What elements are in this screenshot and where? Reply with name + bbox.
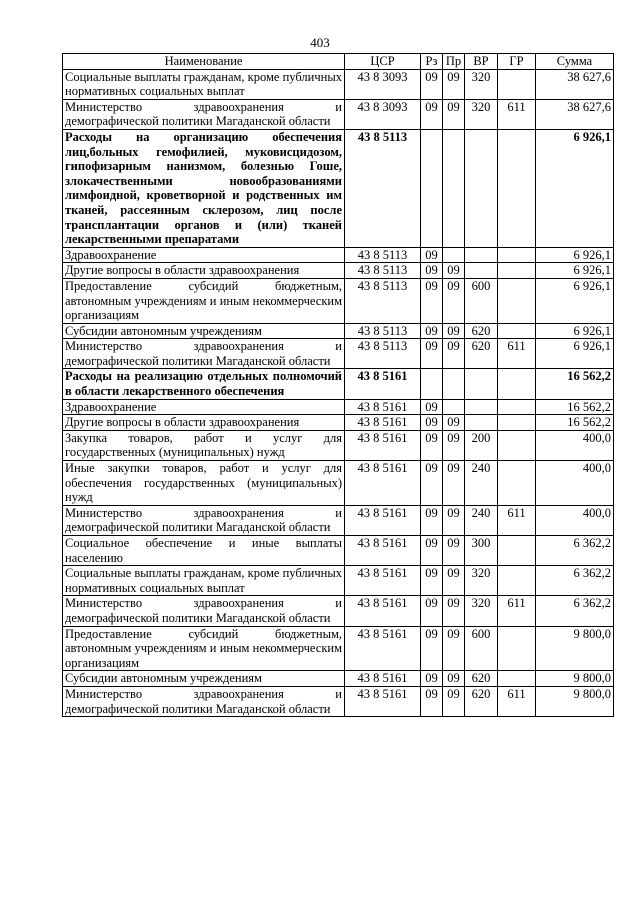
row-name-cell: Социальные выплаты гражданам, кроме публичных нормативных социальных выплат: [63, 566, 345, 596]
row-rz-cell: 09: [421, 263, 443, 279]
row-name-cell: Субсидии автономным учреждениям: [63, 671, 345, 687]
row-gr-cell: 611: [498, 686, 536, 716]
row-rz-cell: 09: [421, 99, 443, 129]
row-rz-cell: 09: [421, 399, 443, 415]
row-vr-cell: 320: [465, 69, 498, 99]
row-gr-cell: [498, 399, 536, 415]
row-rz-cell: 09: [421, 671, 443, 687]
row-csr-cell: 43 8 5161: [345, 430, 421, 460]
row-rz-cell: 09: [421, 339, 443, 369]
row-vr-cell: [465, 369, 498, 399]
row-rz-cell: 09: [421, 278, 443, 323]
row-vr-cell: 320: [465, 596, 498, 626]
row-csr-cell: 43 8 5113: [345, 263, 421, 279]
row-vr-cell: [465, 415, 498, 431]
row-pr-cell: 09: [443, 278, 465, 323]
row-vr-cell: [465, 247, 498, 263]
table-row: [63, 430, 614, 460]
row-vr-cell: 620: [465, 323, 498, 339]
row-pr-cell: 09: [443, 461, 465, 506]
row-sum-cell: 16 562,2: [536, 399, 614, 415]
row-gr-cell: [498, 369, 536, 399]
row-name-cell: Закупка товаров, работ и услуг для государственных (муниципальных) нужд: [63, 430, 345, 460]
row-vr-cell: [465, 263, 498, 279]
row-pr-cell: [443, 399, 465, 415]
column-header-gr: ГР: [498, 54, 536, 70]
row-sum-cell: 400,0: [536, 505, 614, 535]
page-number: 403: [310, 35, 330, 50]
row-csr-cell: 43 8 5161: [345, 671, 421, 687]
row-csr-cell: 43 8 5161: [345, 399, 421, 415]
row-vr-cell: 320: [465, 566, 498, 596]
row-vr-cell: 240: [465, 461, 498, 506]
table-body: [63, 69, 614, 717]
row-pr-cell: 09: [443, 430, 465, 460]
row-sum-cell: 6 926,1: [536, 339, 614, 369]
row-vr-cell: 620: [465, 686, 498, 716]
row-name-cell: Иные закупки товаров, работ и услуг для обеспечения государственных (муниципальных) нужд: [63, 461, 345, 506]
row-gr-cell: [498, 69, 536, 99]
row-csr-cell: 43 8 5113: [345, 247, 421, 263]
row-pr-cell: 09: [443, 415, 465, 431]
row-gr-cell: [498, 671, 536, 687]
row-gr-cell: [498, 415, 536, 431]
row-rz-cell: 09: [421, 686, 443, 716]
row-csr-cell: 43 8 5161: [345, 536, 421, 566]
table-row: [63, 461, 614, 506]
row-rz-cell: 09: [421, 323, 443, 339]
row-rz-cell: 09: [421, 596, 443, 626]
row-csr-cell: 43 8 3093: [345, 69, 421, 99]
table-row: [63, 278, 614, 323]
row-sum-cell: 9 800,0: [536, 626, 614, 671]
row-rz-cell: 09: [421, 566, 443, 596]
row-rz-cell: 09: [421, 626, 443, 671]
row-csr-cell: 43 8 5161: [345, 369, 421, 399]
row-name-cell: Расходы на организацию обеспечения лиц,больных гемофилией, муковисцидозом, гипофизарным нанизмом, болезнью Гоше, злокачественными новообразованиями лимфоидной, кроветворной и родственных им тканей, рассеянным склерозом, лиц после трансплантации органов и (или) тканей лекарственными препаратами: [63, 129, 345, 247]
row-sum-cell: 38 627,6: [536, 99, 614, 129]
table-row: [63, 247, 614, 263]
row-pr-cell: 09: [443, 323, 465, 339]
table-row: [63, 399, 614, 415]
row-sum-cell: 6 926,1: [536, 247, 614, 263]
row-vr-cell: 200: [465, 430, 498, 460]
table-row: [63, 415, 614, 431]
row-gr-cell: [498, 247, 536, 263]
row-vr-cell: 620: [465, 671, 498, 687]
row-vr-cell: [465, 129, 498, 247]
row-csr-cell: 43 8 5161: [345, 626, 421, 671]
row-csr-cell: 43 8 5113: [345, 323, 421, 339]
row-pr-cell: 09: [443, 263, 465, 279]
row-name-cell: Министерство здравоохранения и демографической политики Магаданской области: [63, 339, 345, 369]
row-pr-cell: 09: [443, 69, 465, 99]
row-name-cell: Социальное обеспечение и иные выплаты населению: [63, 536, 345, 566]
row-name-cell: Предоставление субсидий бюджетным, автономным учреждениям и иным некоммерческим организациям: [63, 626, 345, 671]
row-gr-cell: 611: [498, 339, 536, 369]
row-gr-cell: [498, 626, 536, 671]
row-pr-cell: [443, 129, 465, 247]
row-name-cell: Здравоохранение: [63, 247, 345, 263]
row-pr-cell: 09: [443, 99, 465, 129]
row-pr-cell: 09: [443, 671, 465, 687]
row-pr-cell: 09: [443, 626, 465, 671]
row-sum-cell: 38 627,6: [536, 69, 614, 99]
row-sum-cell: 16 562,2: [536, 369, 614, 399]
row-pr-cell: 09: [443, 505, 465, 535]
column-header-rz: Рз: [421, 54, 443, 70]
row-sum-cell: 6 926,1: [536, 263, 614, 279]
row-sum-cell: 16 562,2: [536, 415, 614, 431]
table-row: [63, 323, 614, 339]
row-csr-cell: 43 8 5161: [345, 461, 421, 506]
row-gr-cell: 611: [498, 505, 536, 535]
row-vr-cell: 320: [465, 99, 498, 129]
table-row: [63, 626, 614, 671]
row-csr-cell: 43 8 5113: [345, 339, 421, 369]
row-vr-cell: 300: [465, 536, 498, 566]
row-rz-cell: 09: [421, 536, 443, 566]
row-rz-cell: 09: [421, 247, 443, 263]
column-header-name: Наименование: [63, 54, 345, 70]
row-csr-cell: 43 8 5113: [345, 278, 421, 323]
row-pr-cell: 09: [443, 536, 465, 566]
table-row: [63, 536, 614, 566]
table-header-row: [63, 54, 614, 70]
table-row: [63, 69, 614, 99]
row-pr-cell: 09: [443, 339, 465, 369]
row-name-cell: Здравоохранение: [63, 399, 345, 415]
row-rz-cell: 09: [421, 461, 443, 506]
row-csr-cell: 43 8 5161: [345, 505, 421, 535]
row-sum-cell: 6 362,2: [536, 566, 614, 596]
row-rz-cell: 09: [421, 505, 443, 535]
row-sum-cell: 6 926,1: [536, 323, 614, 339]
row-vr-cell: 600: [465, 278, 498, 323]
row-gr-cell: 611: [498, 99, 536, 129]
column-header-vr: ВР: [465, 54, 498, 70]
row-sum-cell: 6 926,1: [536, 278, 614, 323]
row-name-cell: Министерство здравоохранения и демографической политики Магаданской области: [63, 505, 345, 535]
table-row: [63, 671, 614, 687]
table-row: [63, 686, 614, 716]
row-pr-cell: [443, 369, 465, 399]
budget-table: [62, 53, 614, 717]
row-csr-cell: 43 8 5161: [345, 596, 421, 626]
row-vr-cell: [465, 399, 498, 415]
row-vr-cell: 620: [465, 339, 498, 369]
row-vr-cell: 600: [465, 626, 498, 671]
table-row: [63, 369, 614, 399]
row-rz-cell: [421, 369, 443, 399]
row-csr-cell: 43 8 3093: [345, 99, 421, 129]
row-sum-cell: 400,0: [536, 461, 614, 506]
table-row: [63, 339, 614, 369]
column-header-csr: ЦСР: [345, 54, 421, 70]
row-gr-cell: [498, 566, 536, 596]
table-row: [63, 129, 614, 247]
row-csr-cell: 43 8 5161: [345, 415, 421, 431]
row-vr-cell: 240: [465, 505, 498, 535]
row-gr-cell: [498, 430, 536, 460]
row-pr-cell: [443, 247, 465, 263]
row-gr-cell: [498, 278, 536, 323]
row-gr-cell: [498, 461, 536, 506]
row-name-cell: Социальные выплаты гражданам, кроме публичных нормативных социальных выплат: [63, 69, 345, 99]
row-rz-cell: [421, 129, 443, 247]
row-rz-cell: 09: [421, 415, 443, 431]
row-name-cell: Предоставление субсидий бюджетным, автономным учреждениям и иным некоммерческим организациям: [63, 278, 345, 323]
row-pr-cell: 09: [443, 566, 465, 596]
row-sum-cell: 400,0: [536, 430, 614, 460]
row-pr-cell: 09: [443, 686, 465, 716]
row-gr-cell: [498, 129, 536, 247]
table-row: [63, 263, 614, 279]
row-gr-cell: [498, 263, 536, 279]
table-row: [63, 566, 614, 596]
row-name-cell: Министерство здравоохранения и демографической политики Магаданской области: [63, 596, 345, 626]
row-name-cell: Другие вопросы в области здравоохранения: [63, 415, 345, 431]
row-rz-cell: 09: [421, 69, 443, 99]
row-gr-cell: [498, 323, 536, 339]
row-sum-cell: 6 362,2: [536, 536, 614, 566]
row-gr-cell: 611: [498, 596, 536, 626]
row-name-cell: Другие вопросы в области здравоохранения: [63, 263, 345, 279]
row-rz-cell: 09: [421, 430, 443, 460]
row-sum-cell: 9 800,0: [536, 671, 614, 687]
row-gr-cell: [498, 536, 536, 566]
row-pr-cell: 09: [443, 596, 465, 626]
row-sum-cell: 9 800,0: [536, 686, 614, 716]
table-row: [63, 99, 614, 129]
row-sum-cell: 6 926,1: [536, 129, 614, 247]
row-csr-cell: 43 8 5161: [345, 566, 421, 596]
row-name-cell: Министерство здравоохранения и демографической политики Магаданской области: [63, 99, 345, 129]
row-name-cell: Министерство здравоохранения и демографической политики Магаданской области: [63, 686, 345, 716]
column-header-sum: Сумма: [536, 54, 614, 70]
table-row: [63, 596, 614, 626]
row-sum-cell: 6 362,2: [536, 596, 614, 626]
row-name-cell: Расходы на реализацию отдельных полномочий в области лекарственного обеспечения: [63, 369, 345, 399]
row-name-cell: Субсидии автономным учреждениям: [63, 323, 345, 339]
row-csr-cell: 43 8 5161: [345, 686, 421, 716]
column-header-pr: Пр: [443, 54, 465, 70]
row-csr-cell: 43 8 5113: [345, 129, 421, 247]
table-row: [63, 505, 614, 535]
